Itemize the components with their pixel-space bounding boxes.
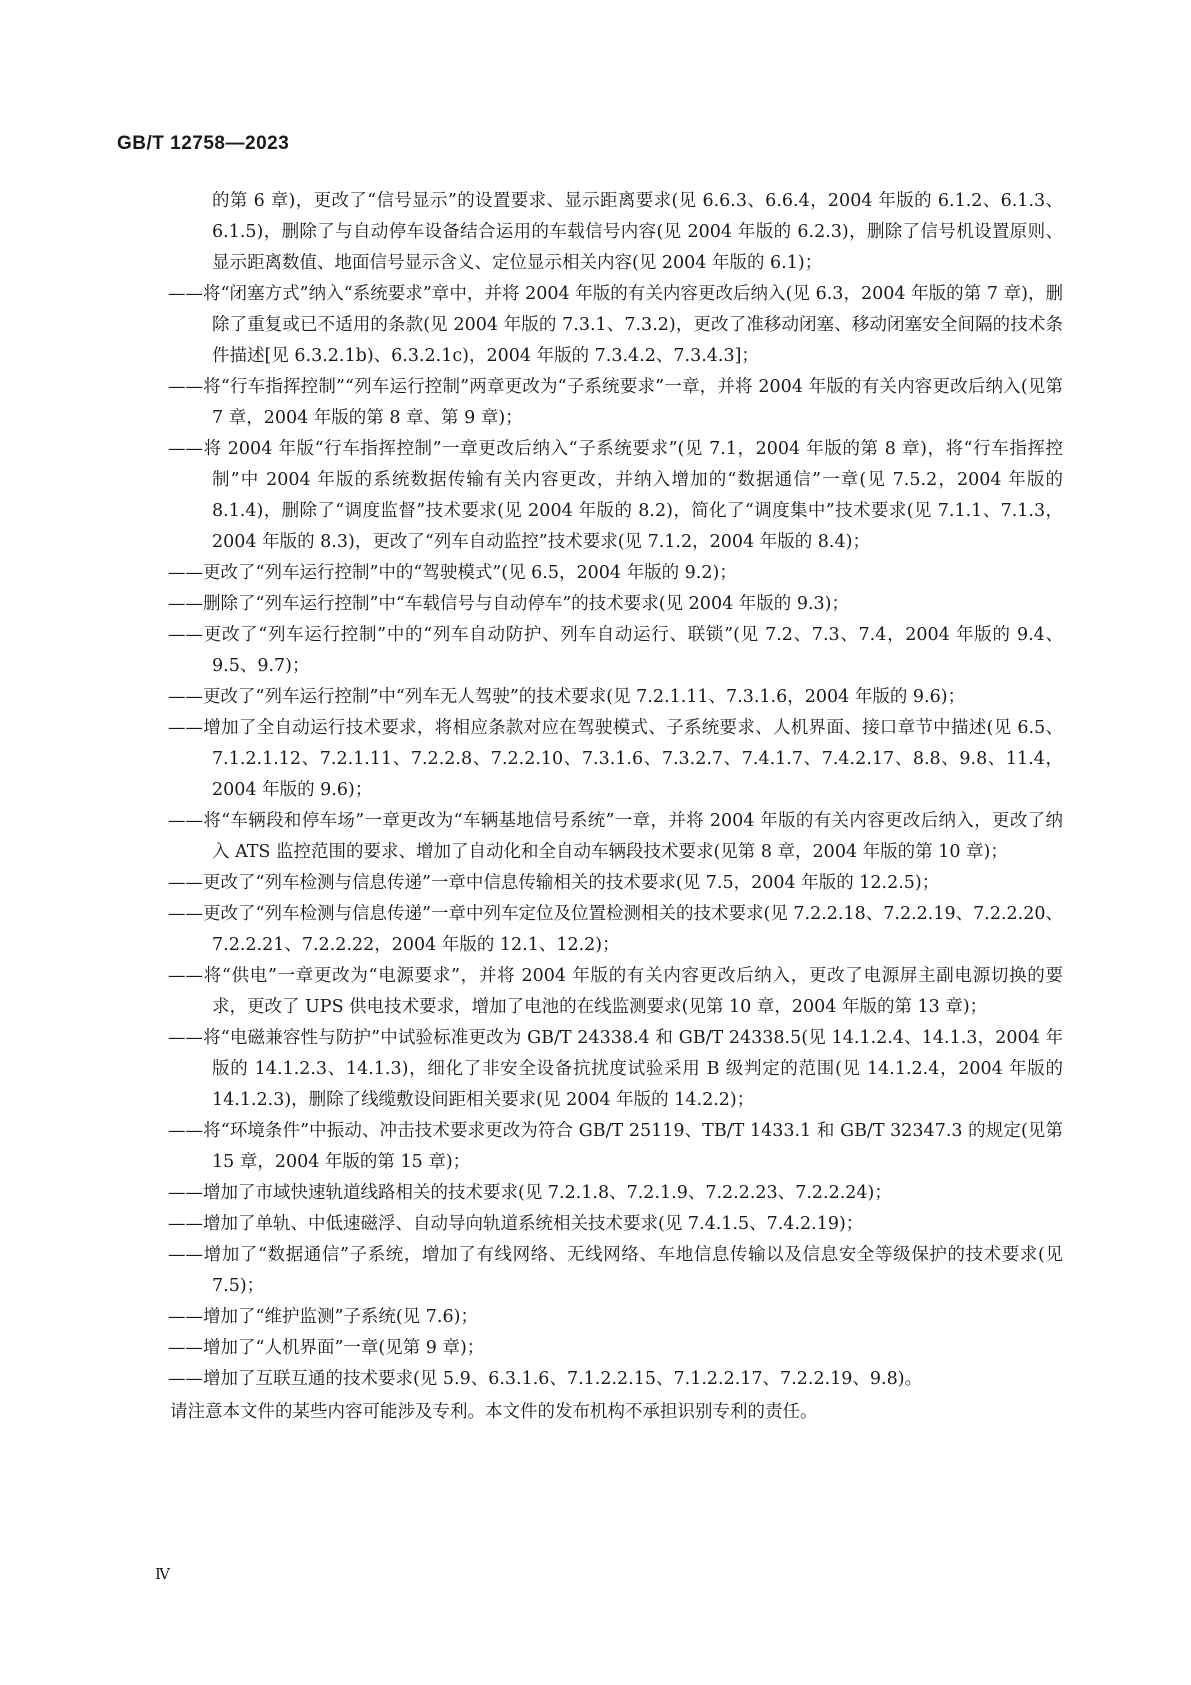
page-number: Ⅳ [155, 1567, 170, 1583]
list-item: ——增加了全自动运行技术要求，将相应条款对应在驾驶模式、子系统要求、人机界面、接口章节中描述(见 6.5、7.1.2.1.12、7.2.1.11、7.2.2.8、7.2.2.10、7.3.1.6、7.3.2.7、7.4.1.7、7.4.2.17、8.8、9.8、11.4，2004 年版的 9.6)； [168, 718, 1063, 800]
list-item: 的第 6 章)，更改了“信号显示”的设置要求、显示距离要求(见 6.6.3、6.6.4，2004 年版的 6.1.2、6.1.3、6.1.5)，删除了与自动停车设备结合运用的车载信号内容(见 2004 年版的 6.2.3)，删除了信号机设置原则、显示距离数值、地面信号显示含义、定位显示相关内容(见 2004 年版的 6.1)； [212, 191, 1063, 273]
list-item: ——将“车辆段和停车场”一章更改为“车辆基地信号系统”一章，并将 2004 年版的有关内容更改后纳入，更改了纳入 ATS 监控范围的要求、增加了自动化和全自动车辆段技术要求(见第 8 章，2004 年版的第 10 章)； [168, 811, 1063, 862]
list-item: ——增加了单轨、中低速磁浮、自动导向轨道系统相关技术要求(见 7.4.1.5、7.4.2.19)； [168, 1214, 864, 1234]
document-body [0, 186, 1191, 1428]
list-item: ——增加了互联互通的技术要求(见 5.9、6.3.1.6、7.1.2.2.15、7.1.2.2.17、7.2.2.19、9.8)。 [168, 1369, 923, 1389]
list-item: ——更改了“列车运行控制”中的“列车自动防护、列车自动运行、联锁”(见 7.2、7.3、7.4，2004 年版的 9.4、9.5、9.7)； [168, 625, 1063, 676]
list-item: ——增加了“人机界面”一章(见第 9 章)； [168, 1338, 485, 1358]
list-item: ——将“闭塞方式”纳入“系统要求”章中，并将 2004 年版的有关内容更改后纳入(见 6.3，2004 年版的第 7 章)，删除了重复或已不适用的条款(见 2004 年版的 7.3.1、7.3.2)，更改了准移动闭塞、移动闭塞安全间隔的技术条件描述[见 6.3.2.1b)、6.3.2.1c)，2004 年版的 7.3.4.2、7.3.4.3]； [168, 284, 1063, 366]
list-item: ——更改了“列车检测与信息传递”一章中信息传输相关的技术要求(见 7.5，2004 年版的 12.2.5)； [168, 873, 940, 893]
list-item: ——更改了“列车运行控制”中“列车无人驾驶”的技术要求(见 7.2.1.11、7.3.1.6，2004 年版的 9.6)； [168, 687, 966, 707]
list-item: ——更改了“列车检测与信息传递”一章中列车定位及位置检测相关的技术要求(见 7.2.2.18、7.2.2.19、7.2.2.20、7.2.2.21、7.2.2.22，2004 年版的 12.1、12.2)； [168, 904, 1063, 955]
list-item: ——增加了市域快速轨道线路相关的技术要求(见 7.2.1.8、7.2.1.9、7.2.2.23、7.2.2.24)； [168, 1183, 892, 1203]
list-item: ——将“电磁兼容性与防护”中试验标准更改为 GB/T 24338.4 和 GB/T 24338.5(见 14.1.2.4、14.1.3，2004 年版的 14.1.2.3、14.1.3)，细化了非安全设备抗扰度试验采用 B 级判定的范围(见 14.1.2.4，2004 年版的 14.1.2.3)，删除了线缆敷设间距相关要求(见 2004 年版的 14.2.2)； [168, 1028, 1063, 1110]
list-item: ——将“环境条件”中振动、冲击技术要求更改为符合 GB/T 25119、TB/T 1433.1 和 GB/T 32347.3 的规定(见第 15 章，2004 年版的第 15 章)； [168, 1121, 1063, 1172]
list-item: ——更改了“列车运行控制”中的“驾驶模式”(见 6.5，2004 年版的 9.2)； [168, 563, 737, 583]
list-item: ——将 2004 年版“行车指挥控制”一章更改后纳入“子系统要求”(见 7.1，2004 年版的第 8 章)，将“行车指挥控制”中 2004 年版的系统数据传输有关内容更改，并纳入增加的“数据通信”一章(见 7.5.2，2004 年版的 8.1.4)，删除了“调度监督”技术要求(见 2004 年版的 8.2)，简化了“调度集中”技术要求(见 7.1.1、7.1.3，2004 年版的 8.3)，更改了“列车自动监控”技术要求(见 7.1.2，2004 年版的 8.4)； [168, 439, 1063, 552]
patent-notice: 请注意本文件的某些内容可能涉及专利。本文件的发布机构不承担识别专利的责任。 [170, 1402, 818, 1422]
list-item: ——将“供电”一章更改为“电源要求”，并将 2004 年版的有关内容更改后纳入，更改了电源屏主副电源切换的要求，更改了 UPS 供电技术要求，增加了电池的在线监测要求(见第 10 章，2004 年版的第 13 章)； [168, 966, 1063, 1017]
list-item: ——将“行车指挥控制”“列车运行控制”两章更改为“子系统要求”一章，并将 2004 年版的有关内容更改后纳入(见第 7 章，2004 年版的第 8 章、第 9 章)； [168, 377, 1063, 428]
standard-code-header: GB/T 12758—2023 [117, 133, 290, 154]
list-item: ——增加了“数据通信”子系统，增加了有线网络、无线网络、车地信息传输以及信息安全等级保护的技术要求(见 7.5)； [168, 1245, 1063, 1296]
list-item: ——增加了“维护监测”子系统(见 7.6)； [168, 1307, 478, 1327]
list-item: ——删除了“列车运行控制”中“车载信号与自动停车”的技术要求(见 2004 年版的 9.3)； [168, 594, 849, 614]
